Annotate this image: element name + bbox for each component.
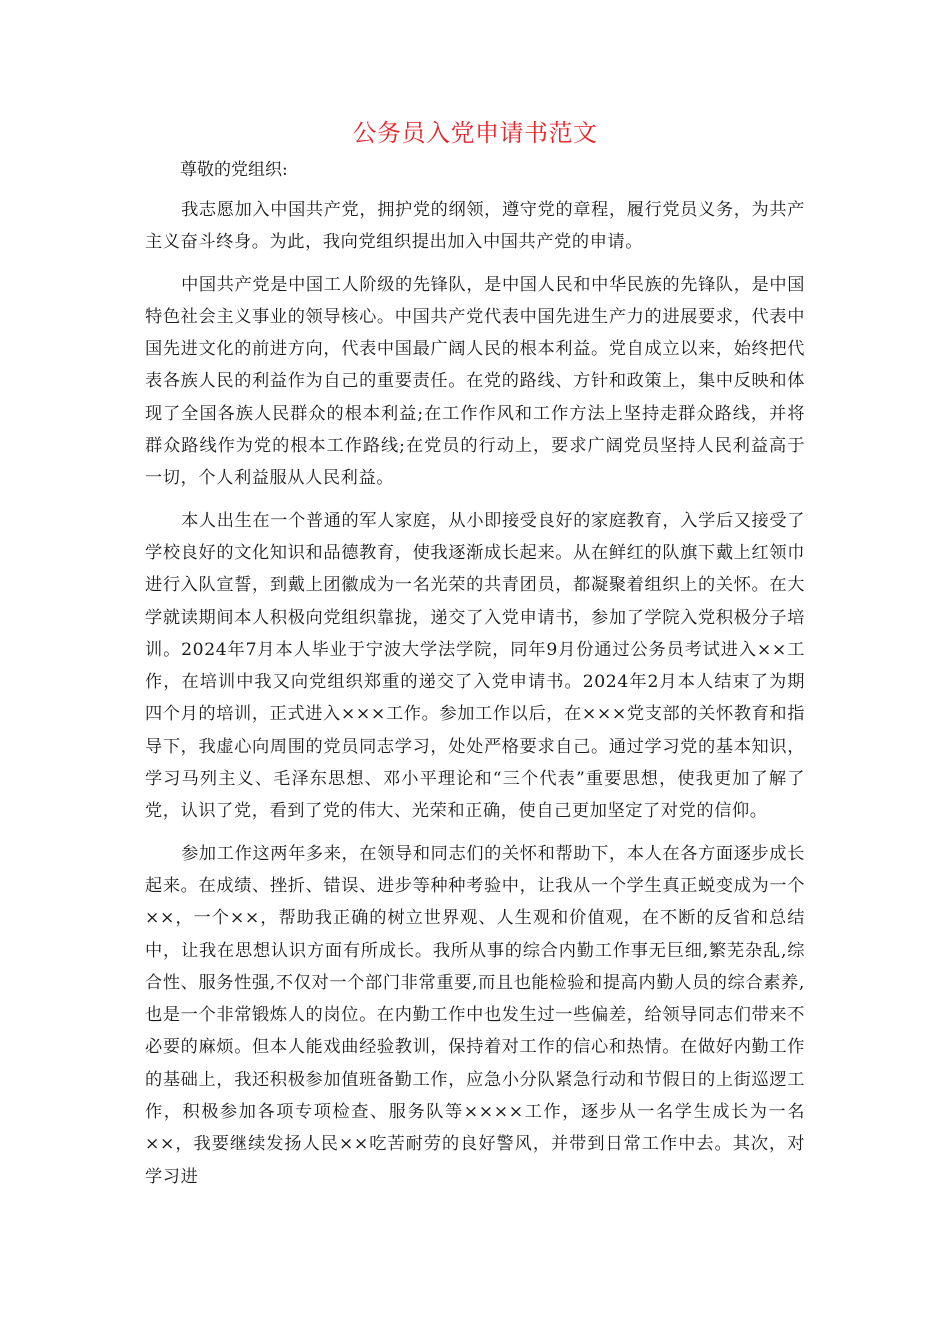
document-body xyxy=(145,194,805,1203)
document-title: 公务员入党申请书范文 xyxy=(352,119,598,147)
paragraph-2: 中国共产党是中国工人阶级的先锋队，是中国人民和中华民族的先锋队，是中国特色社会主义事业的领导核心。中国共产党代表中国先进生产力的进展要求，代表中国先进文化的前进方向，代表中国最广阔人民的根本利益。党自成立以来，始终把代表各族人民的利益作为自己的重要责任。在党的路线、方针和政策上，集中反映和体现了全国各族人民群众的根本利益;在工作作风和工作方法上坚持走群众路线，并将群众路线作为党的根本工作路线;在党员的行动上，要求广阔党员坚持人民利益高于一切，个人利益服从人民利益。 xyxy=(145,274,805,489)
paragraph-4: 参加工作这两年多来，在领导和同志们的关怀和帮助下，本人在各方面逐步成长起来。在成绩、挫折、错误、进步等种种考验中，让我从一个学生真正蜕变成为一个××，一个××，帮助我正确的树立世界观、人生观和价值观，在不断的反省和总结中，让我在思想认识方面有所成长。我所从事的综合内勤工作事无巨细,繁芜杂乱,综合性、服务性强,不仅对一个部门非常重要,而且也能检验和提高内勤人员的综合素养,也是一个非常锻炼人的岗位。在内勤工作中也发生过一些偏差，给领导同志们带来不必要的麻烦。但本人能戏曲经验教训，保持着对工作的信心和热情。在做好内勤工作的基础上，我还积极参加值班备勤工作，应急小分队紧急行动和节假日的上街巡逻工作，积极参加各项专项检查、服务队等××××工作，逐步从一名学生成长为一名××，我要继续发扬人民××吃苦耐劳的良好警风，并带到日常工作中去。其次，对学习进 xyxy=(145,843,805,1187)
salutation: 尊敬的党组织: xyxy=(180,160,288,180)
paragraph-3: 本人出生在一个普通的军人家庭，从小即接受良好的家庭教育，入学后又接受了学校良好的文化知识和品德教育，使我逐渐成长起来。从在鲜红的队旗下戴上红领巾进行入队宣誓，到戴上团徽成为一名光荣的共青团员，都凝聚着组织上的关怀。在大学就读期间本人积极向党组织靠拢，递交了入党申请书，参加了学院入党积极分子培训。2024年7月本人毕业于宁波大学法学院，同年9月份通过公务员考试进入××工作，在培训中我又向党组织郑重的递交了入党申请书。2024年2月本人结束了为期四个月的培训，正式进入×××工作。参加工作以后，在×××党支部的关怀教育和指导下，我虚心向周围的党员同志学习，处处严格要求自己。通过学习党的基本知识，学习马列主义、毛泽东思想、邓小平理论和“三个代表”重要思想，使我更加了解了党，认识了党，看到了党的伟大、光荣和正确，使自己更加坚定了对党的信仰。 xyxy=(145,510,805,822)
paragraph-1: 我志愿加入中国共产党，拥护党的纲领，遵守党的章程，履行党员义务，为共产主义奋斗终身。为此，我向党组织提出加入中国共产党的申请。 xyxy=(145,200,805,253)
